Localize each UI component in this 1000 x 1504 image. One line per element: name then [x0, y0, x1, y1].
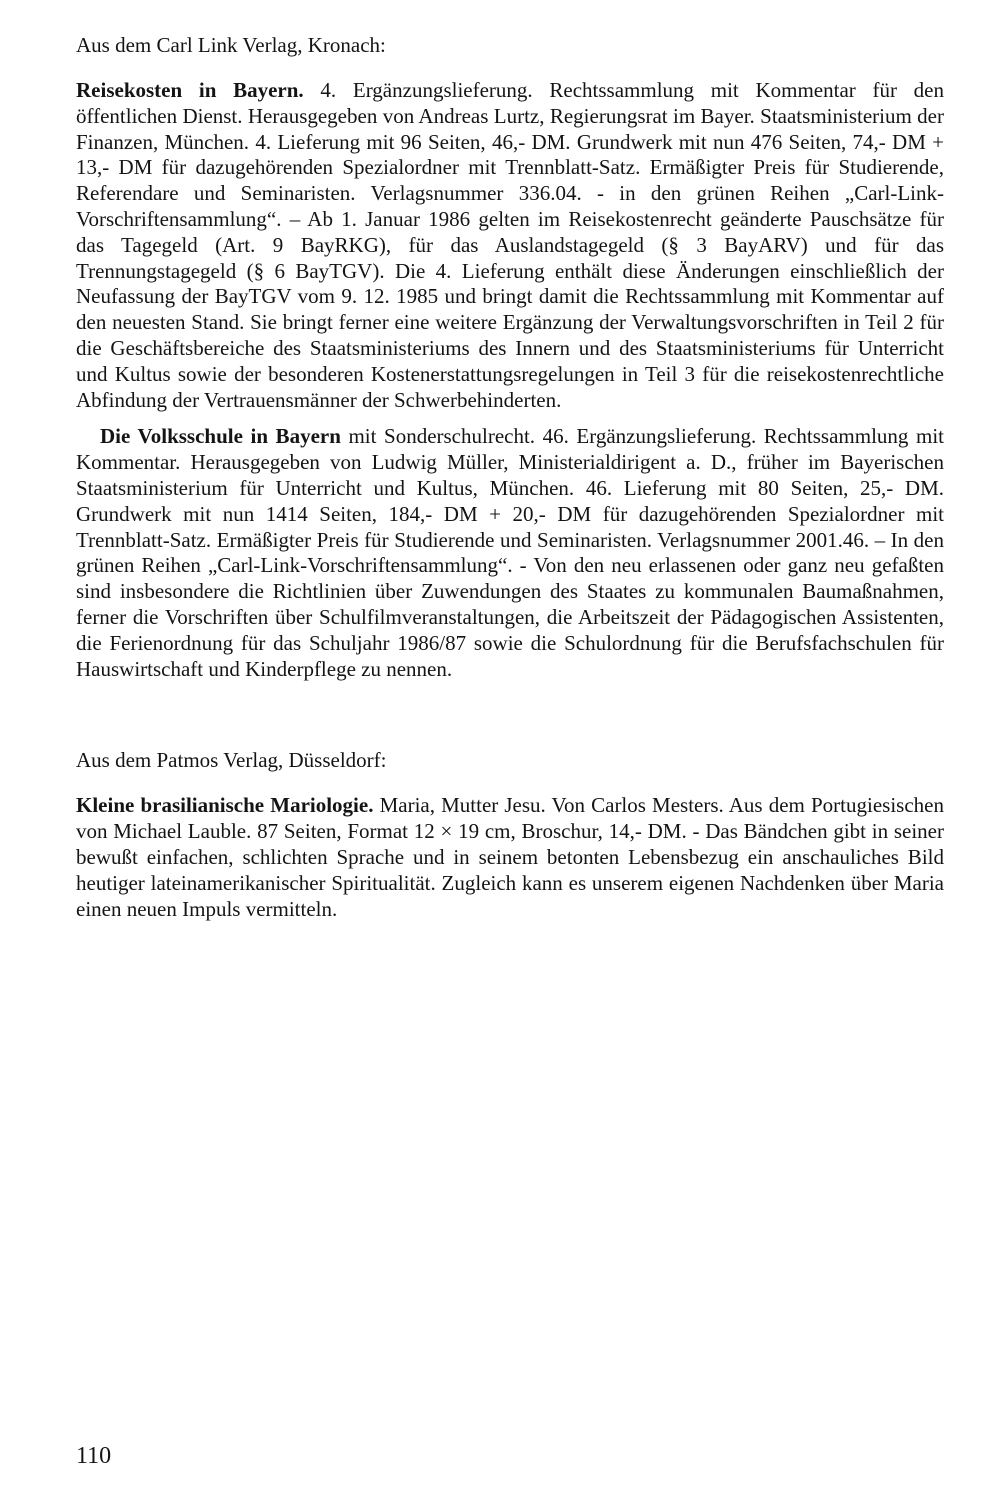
entry-reisekosten — [76, 78, 944, 413]
entry-mariologie — [76, 793, 944, 922]
entry-text: Maria, Mutter Jesu. Von Carlos Mesters. Aus dem Portugiesischen von Michael Lauble. 87 Seiten, Format 12 × 19 cm, Broschur, 14,- DM. - Das Bändchen gibt in seiner bewußt einfachen, schlichten Sprache und in seinem betonten Lebensbezug ein anschauliches Bild heutiger lateinamerikanischer Spiritualität. Zugleich kann es unserem eigenen Nachdenken über Maria einen neuen Impuls vermitteln. — [76, 793, 944, 921]
entry-title: Die Volksschule in Bayern — [100, 424, 341, 449]
publisher-heading: Aus dem Carl Link Verlag, Kronach: — [76, 33, 386, 57]
page-content — [76, 32, 944, 933]
section-patmos — [76, 747, 944, 922]
section-spacer — [76, 693, 944, 747]
entry-title: Kleine brasilianische Mariologie. — [76, 793, 374, 818]
publisher-heading: Aus dem Patmos Verlag, Düsseldorf: — [76, 748, 387, 773]
page-number: 110 — [76, 1443, 112, 1469]
entry-text: 4. Ergänzungslieferung. Rechtssammlung mit Kommentar für den öffentlichen Dienst. Herausgegeben von Andreas Lurtz, Regierungsrat im Bayer. Staatsministerium der Finanzen, München. 4. Lieferung mit 96 Seiten, 46,- DM. Grundwerk mit nun 476 Seiten, 74,- DM + 13,- DM für dazugehörenden Spezialordner mit Trennblatt-Satz. Ermäßigter Preis für Studierende, Referendare und Seminaristen. Verlagsnummer 336.04. - in den grünen Reihen „Carl-Link-Vorschriftensammlung“. – Ab 1. Januar 1986 gelten im Reisekostenrecht geänderte Pauschsätze für das Tagegeld (Art. 9 BayRKG), für das Auslandstagegeld (§ 3 BayARV) und für das Trennungstagegeld (§ 6 BayTGV). Die 4. Lieferung enthält diese Änderungen einschließlich der Neufassung der BayTGV vom 9. 12. 1985 und bringt damit die Rechtssammlung mit Kommentar auf den neuesten Stand. Sie bringt ferner eine weitere Ergänzung der Verwaltungsvorschriften in Teil 2 für die Geschäftsbereiche des Staatsministeriums des Innern und des Staatsministeriums für Unterricht und Kultus sowie der besonderen Kostenerstattungsregelungen in Teil 3 für die reisekostenrechtliche Abfindung der Vertrauensmänner der Schwerbehinderten. — [76, 78, 945, 412]
entry-volksschule — [76, 424, 944, 682]
entry-text: mit Sonderschulrecht. 46. Ergänzungslieferung. Rechtssammlung mit Kommentar. Herausgegeben von Ludwig Müller, Ministerialdirigent a. D., früher im Bayerischen Staatsministerium für Unterricht und Kultus, München. 46. Lieferung mit 80 Seiten, 25,- DM. Grundwerk mit nun 1414 Seiten, 184,- DM + 20,- DM für dazugehörenden Spezialordner mit Trennblatt-Satz. Ermäßigter Preis für Studierende und Seminaristen. Verlagsnummer 2001.46. – In den grünen Reihen „Carl-Link-Vorschriftensammlung“. - Von den neu erlassenen oder ganz neu gefaßten sind insbesondere die Richtlinien über Zuwendungen des Staates zu kommunalen Baumaßnahmen, ferner die Vorschriften über Schulfilmveranstaltungen, die Arbeitszeit der Pädagogischen Assistenten, die Ferienordnung für das Schuljahr 1986/87 sowie die Schulordnung für die Berufsfachschulen für Hauswirtschaft und Kinderpflege zu nennen. — [76, 424, 944, 681]
entry-title: Reisekosten in Bayern. — [76, 78, 304, 102]
section-carl-link — [76, 32, 944, 682]
